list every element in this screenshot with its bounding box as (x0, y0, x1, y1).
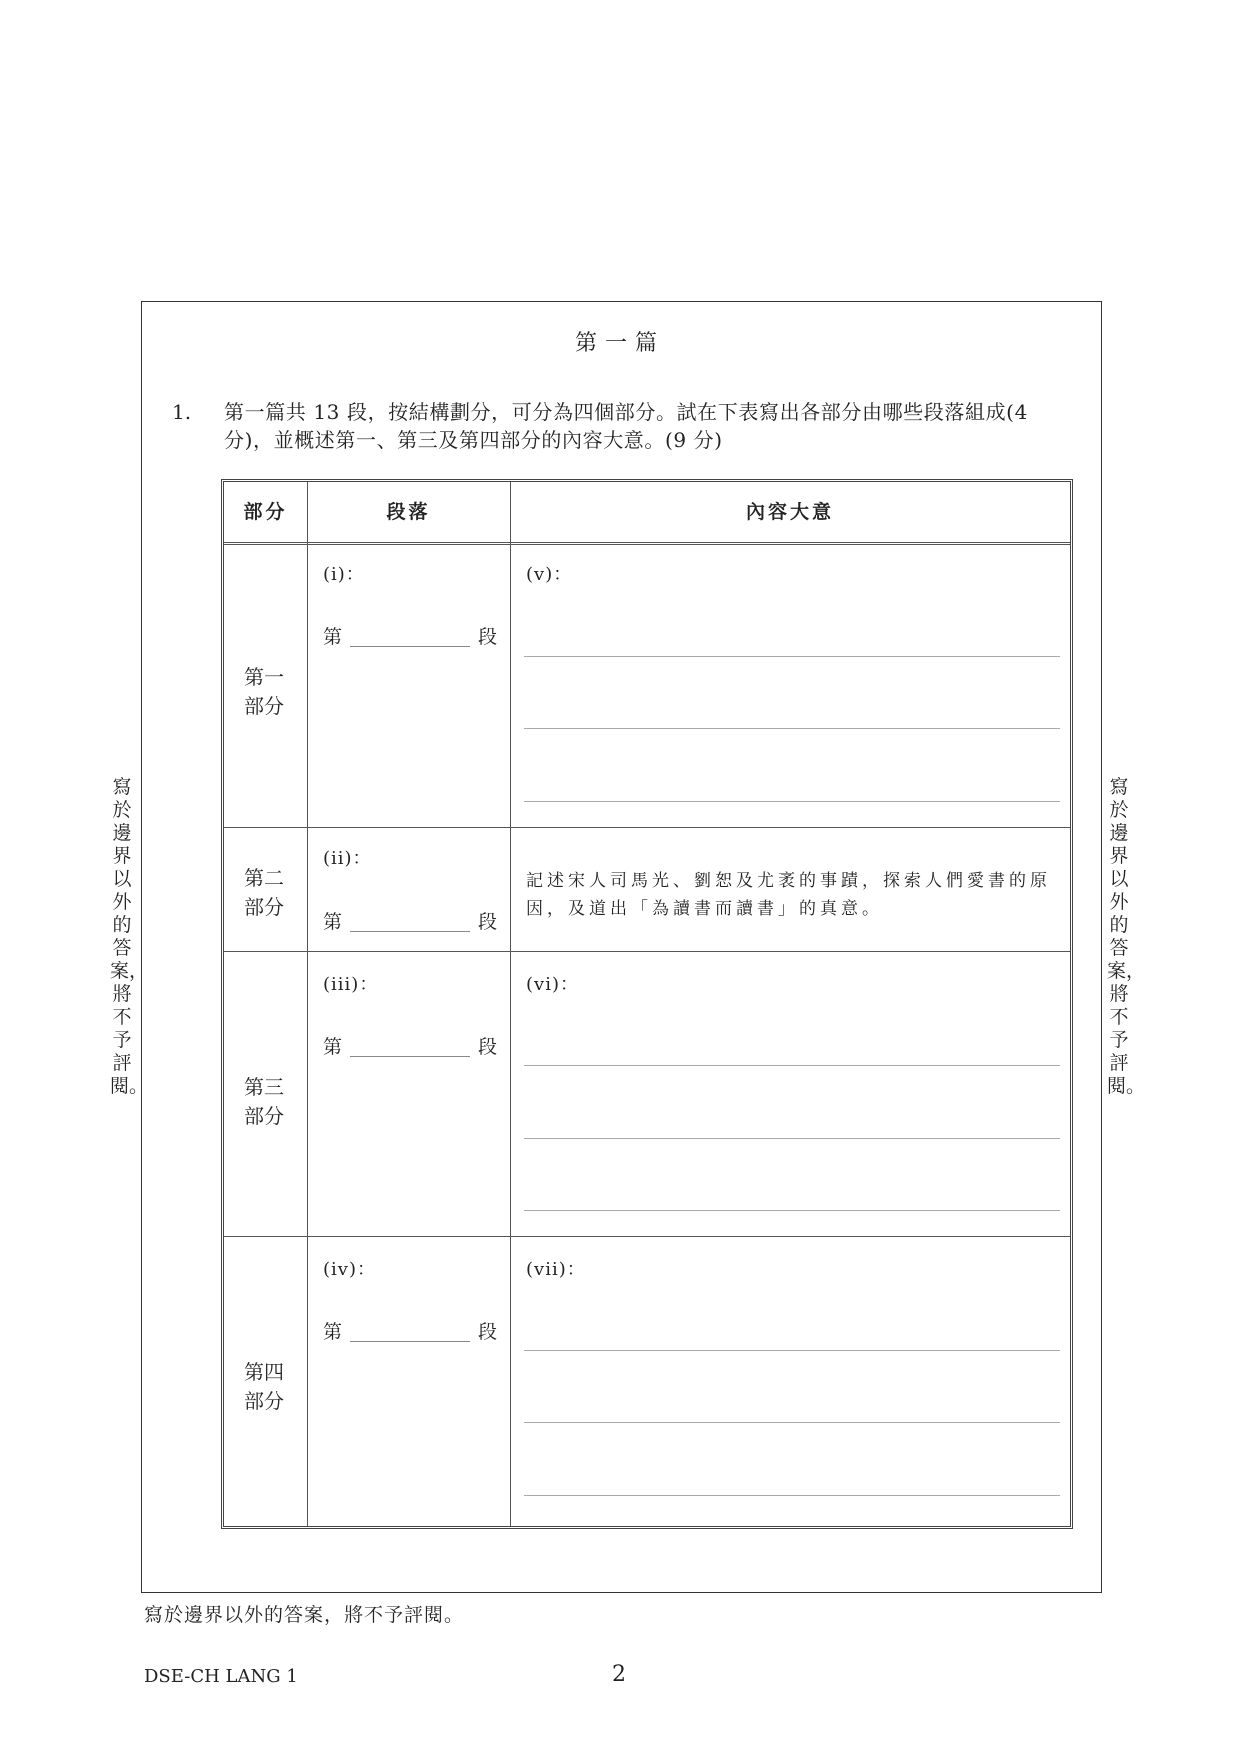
paragraph-range-field[interactable]: 第 段 (323, 1036, 498, 1058)
answer-line[interactable] (524, 1210, 1060, 1211)
paragraph-range-field[interactable]: 第 段 (323, 1321, 498, 1343)
part-label: 第二 部分 (244, 866, 284, 919)
answer-line[interactable] (524, 1138, 1060, 1139)
answer-line[interactable] (524, 1422, 1060, 1423)
answer-line[interactable] (524, 801, 1060, 802)
table-divider (224, 1236, 1070, 1237)
bottom-margin-note: 寫於邊界以外的答案，將不予評閱。 (144, 1604, 465, 1626)
paragraph-answer-label: (ii)： (323, 848, 372, 869)
paragraph-answer-label: (iv)： (323, 1259, 376, 1280)
paragraph-blank[interactable] (350, 1034, 470, 1057)
margin-note-right: 寫於邊界以外的答案，將不予評閱。 (1107, 776, 1146, 1097)
paragraph-answer-label: (i)： (323, 564, 365, 585)
table-divider (224, 951, 1070, 952)
given-summary-text: 記述宋人司馬光、劉恕及尤袤的事蹟，探索人們愛書的原因，及道出「為讀書而讀書」的真意。 (526, 871, 1051, 919)
part-label: 第一 部分 (244, 665, 284, 718)
paragraph-range-field[interactable]: 第 段 (323, 911, 498, 933)
answer-line[interactable] (524, 656, 1060, 657)
answer-line[interactable] (524, 1495, 1060, 1496)
answer-line[interactable] (524, 1065, 1060, 1066)
answer-line[interactable] (524, 728, 1060, 729)
answer-line[interactable] (524, 1350, 1060, 1351)
part-label: 第三 部分 (244, 1075, 284, 1128)
summary-answer-label: (vi)： (526, 974, 579, 995)
paragraph-range-field[interactable]: 第 段 (323, 626, 498, 648)
page-number: 2 (612, 1662, 626, 1687)
margin-note-left: 寫於邊界以外的答案，將不予評閱。 (110, 776, 149, 1097)
exam-code: DSE-CH LANG 1 (144, 1666, 298, 1687)
question-text: 第一篇共 13 段，按結構劃分，可分為四個部分。試在下表寫出各部分由哪些段落組成(4 分)，並概述第一、第三及第四部分的內容大意。(9 分) (224, 400, 1028, 452)
structure-table (221, 479, 1073, 1529)
paragraph-answer-label: (iii)： (323, 974, 379, 995)
header-part: 部分 (243, 501, 288, 523)
table-divider (224, 827, 1070, 828)
question-number: 1. (172, 400, 192, 424)
paragraph-blank[interactable] (350, 1319, 470, 1342)
paragraph-blank[interactable] (350, 624, 470, 647)
table-divider (307, 482, 308, 1526)
header-summary: 內容大意 (745, 501, 834, 523)
summary-answer-label: (vii)： (526, 1259, 586, 1280)
section-title: 第一篇 (574, 331, 665, 356)
summary-answer-label: (v)： (526, 564, 573, 585)
table-divider (224, 542, 1070, 545)
paragraph-blank[interactable] (350, 909, 470, 932)
table-divider (510, 482, 511, 1526)
part-label: 第四 部分 (244, 1360, 284, 1413)
header-paragraph: 段落 (386, 501, 431, 523)
